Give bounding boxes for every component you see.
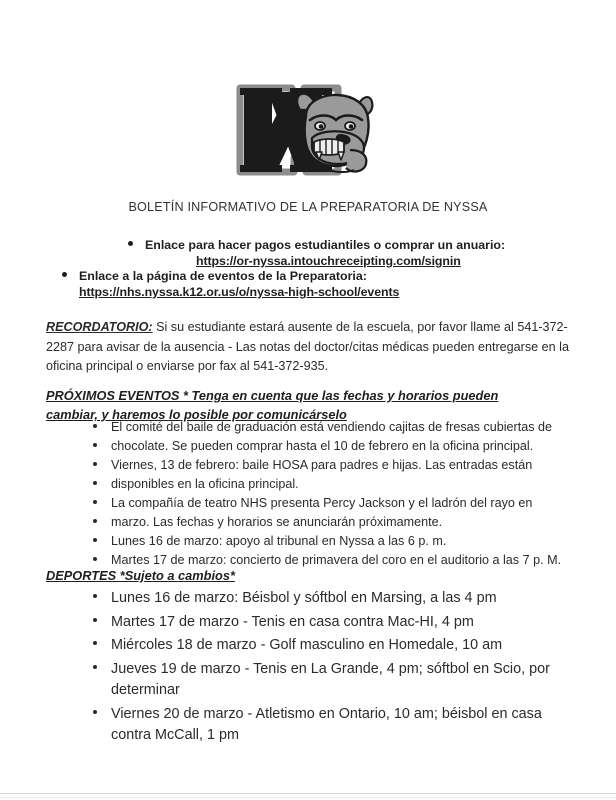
event-line: disponibles en la oficina principal. <box>111 477 299 491</box>
events-link-label-row <box>0 269 616 283</box>
list-item <box>0 704 616 747</box>
sports-list <box>0 588 616 749</box>
links-section <box>0 238 616 300</box>
payments-link-url[interactable]: https://or-nyssa.intouchreceipting.com/signin <box>196 254 461 268</box>
sports-heading-text: DEPORTES *Sujeto a cambios* <box>46 568 235 583</box>
list-item <box>0 588 616 610</box>
list-item <box>0 635 616 657</box>
list-item <box>0 659 616 702</box>
reminder-label: RECORDATORIO: <box>46 320 153 334</box>
bullet-icon <box>93 519 97 523</box>
bullet-icon <box>93 481 97 485</box>
bullet-icon <box>93 665 97 669</box>
payments-link-label-row <box>0 238 616 252</box>
event-line: Viernes, 13 de febrero: baile HOSA para padres e hijas. Las entradas están <box>111 458 533 472</box>
sports-entry: Martes 17 de marzo - Tenis en casa contra Mac-HI, 4 pm <box>111 613 474 630</box>
event-line: Martes 17 de marzo: concierto de primavera del coro en el auditorio a las 7 p. M. <box>111 553 562 567</box>
bullet-icon <box>93 618 97 622</box>
list-item <box>0 420 616 439</box>
list-item <box>0 238 616 268</box>
events-heading-line1: PRÓXIMOS EVENTOS * Tenga en cuenta que las fechas y horarios pueden <box>46 388 499 403</box>
list-item <box>0 439 616 458</box>
bullet-icon <box>93 594 97 598</box>
list-item <box>0 612 616 634</box>
list-item <box>0 515 616 534</box>
events-section-heading <box>46 386 574 424</box>
event-line: marzo. Las fechas y horarios se anunciarán próximamente. <box>111 515 443 529</box>
bullet-icon <box>128 241 133 246</box>
bullet-icon <box>93 500 97 504</box>
list-item <box>0 458 616 477</box>
bullet-icon <box>93 462 97 466</box>
list-item <box>0 269 616 299</box>
page-title: BOLETÍN INFORMATIVO DE LA PREPARATORIA DE NYSSA <box>128 200 488 214</box>
list-item <box>0 477 616 496</box>
event-line: La compañía de teatro NHS presenta Percy Jackson y el ladrón del rayo en <box>111 496 533 510</box>
list-item <box>0 534 616 553</box>
reminder-paragraph <box>46 318 574 377</box>
events-list <box>0 420 616 572</box>
events-link-label: Enlace a la página de eventos de la Preparatoria: <box>79 269 367 283</box>
sports-entry: Viernes 20 de marzo - Atletismo en Ontario, 10 am; béisbol en casa contra McCall, 1 pm <box>111 705 542 743</box>
sports-entry: Miércoles 18 de marzo - Golf masculino en Homedale, 10 am <box>111 637 503 653</box>
bullet-icon <box>62 272 67 277</box>
bullet-icon <box>93 641 97 645</box>
event-line: chocolate. Se pueden comprar hasta el 10 de febrero en la oficina principal. <box>111 439 534 453</box>
page-edge-divider <box>0 793 616 794</box>
sports-entry: Lunes 16 de marzo: Béisbol y sóftbol en Marsing, a las 4 pm <box>111 590 497 606</box>
sports-entry: Jueves 19 de marzo - Tenis en La Grande, 4 pm; sóftbol en Scio, por determinar <box>111 660 550 698</box>
events-link-url[interactable]: https://nhs.nyssa.k12.or.us/o/nyssa-high-school/events <box>79 285 400 299</box>
school-logo <box>0 72 616 184</box>
reminder-body: Si su estudiante estará ausente de la escuela, por favor llame al 541-372-2287 para avisar de la ausencia - Las notas del doctor/citas médicas pueden entregarse en la oficina principal o enviarse por fax al 541-372-935. <box>46 320 569 373</box>
bullet-icon <box>93 443 97 447</box>
page-edge-divider-secondary <box>0 797 616 798</box>
payments-link-label: Enlace para hacer pagos estudiantiles o comprar un anuario: <box>145 238 506 252</box>
nyssa-bulldogs-logo-icon <box>234 72 382 184</box>
bullet-icon <box>93 557 97 561</box>
events-heading-line2: cambiar, y haremos lo posible por comunicárselo <box>46 407 347 422</box>
event-line: El comité del baile de graduación está vendiendo cajitas de fresas cubiertas de <box>111 420 553 434</box>
bullet-icon <box>93 538 97 542</box>
sports-section-heading <box>46 566 574 585</box>
list-item <box>0 496 616 515</box>
bullet-icon <box>93 424 97 428</box>
event-line: Lunes 16 de marzo: apoyo al tribunal en Nyssa a las 6 p. m. <box>111 534 447 548</box>
bullet-icon <box>93 710 97 714</box>
